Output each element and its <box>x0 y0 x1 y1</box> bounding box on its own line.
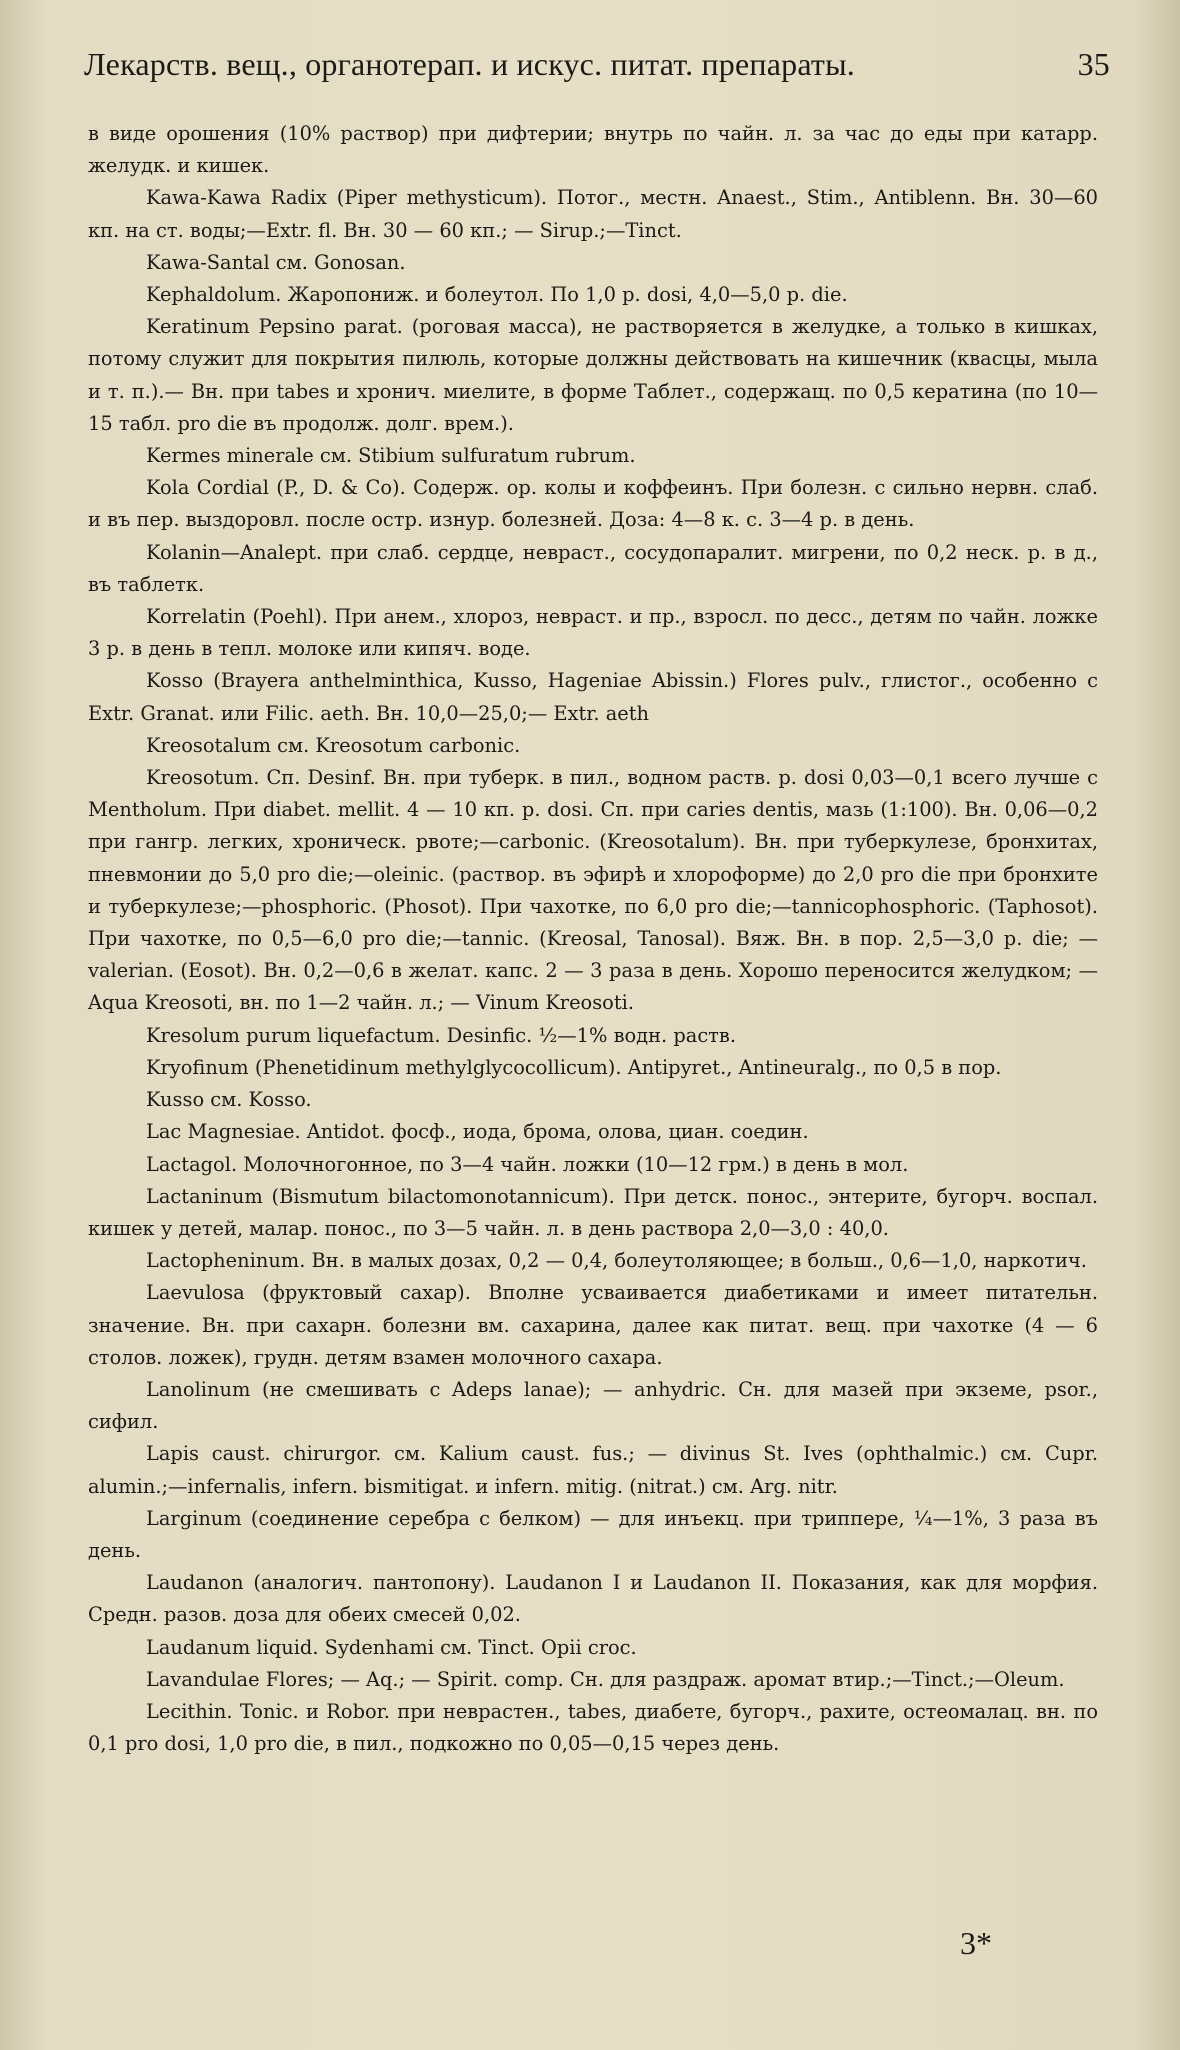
entry-kola-cordial: Kola Cordial (P., D. & Co). Содерж. ор. колы и коффеинъ. При болезн. с сильно нервн. слаб. и въ пер. выздоровл. после остр. изнур. болезней. Доза: 4—8 к. с. 3—4 р. в день. <box>88 476 1098 532</box>
running-title: Лекарств. вещ., органотерап. и искус. питат. препараты. <box>84 46 855 82</box>
entry-laudanum: Laudanum liquid. Sydenhami см. Tinct. Opii croc. <box>146 1635 637 1659</box>
entry-korrelatin: Korrelatin (Poehl). При анем., хлороз, невраст. и пр., взросл. по десс., детям по чайн. ложке 3 р. в день в тепл. молоке или кипяч. воде. <box>88 605 1098 661</box>
entry-lactopheninum: Lactopheninum. Вн. в малых дозах, 0,2 — 0,4, болеутоляющее; в больш., 0,6—1,0, наркотич. <box>146 1249 1087 1273</box>
entry-kawa-kawa: Kawa-Kawa Radix (Piper methysticum). Потог., местн. Anaest., Stim., Antiblenn. Вн. 30—60 кп. на ст. воды;—Extr. fl. Вн. 30 — 60 кп.; — Sirup.;—Tinct. <box>88 186 1098 242</box>
entry-kephaldolum: Kephaldolum. Жаропониж. и болеутол. По 1,0 p. dosi, 4,0—5,0 p. die. <box>146 283 848 307</box>
entry-keratinum: Keratinum Pepsino parat. (роговая масса), не растворяется в желудке, а только в кишках, потому служит для покрытия пилюль, которые должны действовать на кишечник (квасцы, мыла и т. п.).— Вн. при tabes и хронич. миелите, в форме Таблет., содержащ. по 0,5 кератина (по 10—15 табл. pro die въ продолж. долг. врем.). <box>88 315 1098 435</box>
entry-kryofinum: Kryofinum (Phenetidinum methylglycocollicum). Antipyret., Antineuralg., по 0,5 в пор. <box>146 1055 1002 1079</box>
page-body <box>88 118 1098 1760</box>
entry-kosso: Kosso (Brayera anthelminthica, Kusso, Hageniae Abissin.) Flores pulv., глистог., особенно с Extr. Granat. или Filic. aeth. Вн. 10,0—25,0;— Extr. aeth <box>88 669 1098 725</box>
entry-lapis: Lapis caust. chirurgor. см. Kalium caust. fus.; — divinus St. Ives (ophthalmic.) см. Cupr. alumin.;—infernalis, infern. bismitigat. и infern. mitig. (nitrat.) см. Arg. nitr. <box>88 1442 1098 1498</box>
page-number: 35 <box>1077 46 1110 82</box>
entry-lac-magnesiae: Lac Magnesiae. Antidot. фосф., иода, брома, олова, циан. соедин. <box>146 1120 809 1144</box>
signature-mark: 3* <box>960 1925 992 1961</box>
entry-laudanon: Laudanon (аналогич. пантопону). Laudanon I и Laudanon II. Показания, как для морфия. Средн. разов. доза для обеих смесей 0,02. <box>88 1571 1098 1627</box>
entry-larginum: Larginum (соединение серебра с белком) — для инъекц. при триппере, ¼—1%, 3 раза въ день. <box>88 1506 1098 1562</box>
entry-kreosotum: Kreosotum. Сп. Desinf. Вн. при туберк. в пил., водном раств. p. dosi 0,03—0,1 всего лучше с Mentholum. При diabet. mellit. 4 — 10 кп. p. dosi. Сп. при caries dentis, мазь (1:100). Вн. 0,06—0,2 при гангр. легких, хроническ. рвоте;—carbonic. (Kreosotalum). Вн. при туберкулезе, бронхитах, пневмонии до 5,0 pro die;—oleinic. (раствор. въ эфирѣ и хлороформе) до 2,0 pro die при бронхите и туберкулезе;—phosphoric. (Phosot). При чахотке, по 6,0 pro die;—tannicophosphoric. (Taphosot). При чахотке, по 0,5—6,0 pro die;—tannic. (Kreosal, Tanosal). Вяж. Вн. в пор. 2,5—3,0 p. die; — valerian. (Eosot). Вн. 0,2—0,6 в желат. капс. 2 — 3 раза в день. Хорошо переносится желудком; — Aqua Kreosoti, вн. по 1—2 чайн. л.; — Vinum Kreosoti. <box>88 766 1098 1015</box>
page-header <box>84 46 1110 90</box>
entry-kusso: Kusso см. Kosso. <box>146 1088 312 1112</box>
entry-kolanin: Kolanin—Analept. при слаб. сердце, невраст., сосудопаралит. мигрени, по 0,2 неск. р. в д., въ таблетк. <box>88 540 1098 596</box>
entry-lanolinum: Lanolinum (не смешивать с Adeps lanae); — anhydric. Сн. для мазей при экземе, psor., сифил. <box>88 1377 1098 1434</box>
entry-lecithin: Lecithin. Tonic. и Robor. при неврастен., tabes, диабете, бугорч., рахите, остеомалац. вн. по 0,1 pro dosi, 1,0 pro die, в пил., подкожно по 0,05—0,15 через день. <box>88 1699 1098 1756</box>
entry-laevulosa: Laevulosa (фруктовый сахар). Вполне усваивается диабетиками и имеет питательн. значение. Вн. при сахарн. болезни вм. сахарина, далее как питат. вещ. при чахотке (4 — 6 столов. ложек), грудн. детям взамен молочного сахара. <box>88 1281 1098 1369</box>
entry-kreosotalum: Kreosotalum см. Kreosotum carbonic. <box>146 733 521 757</box>
entry-kermes: Kermes minerale см. Stibium sulfuratum rubrum. <box>146 444 636 468</box>
entry-kawa-santal: Kawa-Santal см. Gonosan. <box>146 250 406 274</box>
entry-lavandulae: Lavandulae Flores; — Aq.; — Spirit. comp. Сн. для раздраж. аромат втир.;—Tinct.;—Oleum. <box>146 1667 1065 1691</box>
entry-continuation: в виде орошения (10% раствор) при дифтерии; внутрь по чайн. л. за час до еды при катарр. желудк. и кишек. <box>88 122 1098 178</box>
entry-kresolum: Kresolum purum liquefactum. Desinfic. ½—1% водн. раств. <box>146 1023 736 1047</box>
entry-lactaninum: Lactaninum (Bismutum bilactomonotannicum). При детск. понос., энтерите, бугорч. воспал. кишек у детей, малар. понос., по 3—5 чайн. л. в день раствора 2,0—3,0 : 40,0. <box>88 1184 1098 1240</box>
entry-lactagol: Lactagol. Молочногонное, по 3—4 чайн. ложки (10—12 грм.) в день в мол. <box>146 1152 909 1176</box>
